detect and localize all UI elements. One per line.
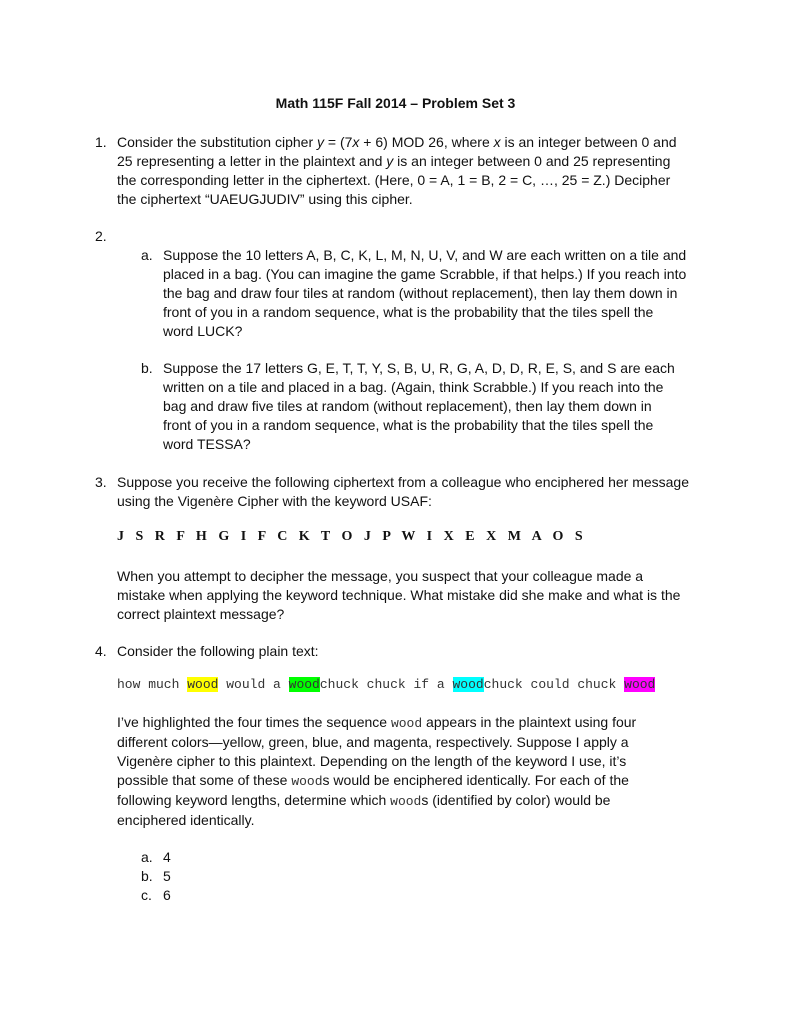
plaintext-line: how much wood would a woodchuck chuck if a woodchuck could chuck wood	[117, 677, 656, 692]
problem-1-line-1: Consider the substitution cipher y = (7x + 6) MOD 26, where x is an integer between 0 and	[117, 134, 677, 150]
wood-magenta-highlight: wood	[624, 677, 656, 692]
problem-2b-line: Suppose the 17 letters G, E, T, T, Y, S, B, U, R, G, A, D, D, R, E, S, and S are each	[163, 360, 675, 376]
option-c-label: c.	[141, 887, 152, 903]
wood-blue-highlight: wood	[452, 677, 484, 692]
problem-2a-line: placed in a bag. (You can imagine the game Scrabble, if that helps.) If you reach into	[163, 266, 687, 282]
problem-2b-label: b.	[141, 360, 153, 376]
problem-1-text	[117, 133, 717, 209]
problem-2a-label: a.	[141, 247, 153, 263]
problem-4-para-line: enciphered identically.	[117, 812, 255, 828]
problem-1-number: 1.	[95, 134, 107, 150]
option-b-value: 5	[163, 868, 171, 884]
problem-3-intro-line: Suppose you receive the following ciphertext from a colleague who enciphered her message	[117, 474, 690, 490]
option-c-value: 6	[163, 887, 171, 903]
problem-2b-line: bag and draw five tiles at random (without replacement), then lay them down in	[163, 398, 652, 414]
problem-2a-line: Suppose the 10 letters A, B, C, K, L, M, N, U, V, and W are each written on a tile and	[163, 247, 687, 263]
ciphertext: J S R F H G I F C K T O J P W I X E X M A O S	[117, 529, 586, 544]
problem-2b-line: written on a tile and placed in a bag. (Again, think Scrabble.) If you reach into the	[163, 379, 664, 395]
problem-2b-line: front of you in a random sequence, what is the probability that the tiles spell the	[163, 417, 654, 433]
problem-3-question-line: mistake when applying the keyword technique. What mistake did she make and what is the	[117, 587, 681, 603]
problem-2a-text	[163, 246, 723, 341]
problem-2a-line: word LUCK?	[163, 323, 243, 339]
problem-3-question-line: correct plaintext message?	[117, 606, 285, 622]
problem-4-para-line: following keyword lengths, determine which woods (identified by color) would be	[117, 792, 611, 809]
wood-green-highlight: wood	[288, 677, 320, 692]
problem-2a-line: the bag and draw four tiles at random (without replacement), then lay them down in	[163, 285, 678, 301]
problem-1-line-3: the corresponding letter in the ciphertext. (Here, 0 = A, 1 = B, 2 = C, …, 25 = Z.) Decipher	[117, 172, 671, 188]
problem-2b-text	[163, 359, 723, 454]
problem-3-question-line: When you attempt to decipher the message, you suspect that your colleague made a	[117, 568, 644, 584]
problem-2b-line: word TESSA?	[163, 436, 251, 452]
page-title: Math 115F Fall 2014 – Problem Set 3	[275, 95, 516, 111]
problem-1-line-2: 25 representing a letter in the plaintext and y is an integer between 0 and 25 representing	[117, 153, 671, 169]
option-b-label: b.	[141, 868, 153, 884]
problem-1-line-4: the ciphertext “UAEUGJUDIV” using this cipher.	[117, 191, 413, 207]
option-a-value: 4	[163, 849, 171, 865]
wood-yellow-highlight: wood	[187, 677, 219, 692]
problem-4-intro: Consider the following plain text:	[117, 643, 319, 659]
problem-3-intro-line: using the Vigenère Cipher with the keyword USAF:	[117, 493, 432, 509]
problem-2-number: 2.	[95, 228, 107, 244]
problem-4-para-line: possible that some of these woods would be enciphered identically. For each of the	[117, 772, 629, 789]
problem-3-number: 3.	[95, 474, 107, 490]
problem-4-para-line: I’ve highlighted the four times the sequence wood appears in the plaintext using four	[117, 714, 637, 731]
problem-2a-line: front of you in a random sequence, what is the probability that the tiles spell the	[163, 304, 654, 320]
problem-4-para-line: Vigenère cipher to this plaintext. Depending on the length of the keyword I use, it’s	[117, 753, 627, 769]
problem-3-question	[117, 567, 727, 624]
problem-3-intro	[117, 473, 727, 511]
problem-4-paragraph	[117, 713, 727, 830]
problem-4-para-line: different colors—yellow, green, blue, and magenta, respectively. Suppose I apply a	[117, 734, 629, 750]
option-a-label: a.	[141, 849, 153, 865]
problem-4-number: 4.	[95, 643, 107, 659]
